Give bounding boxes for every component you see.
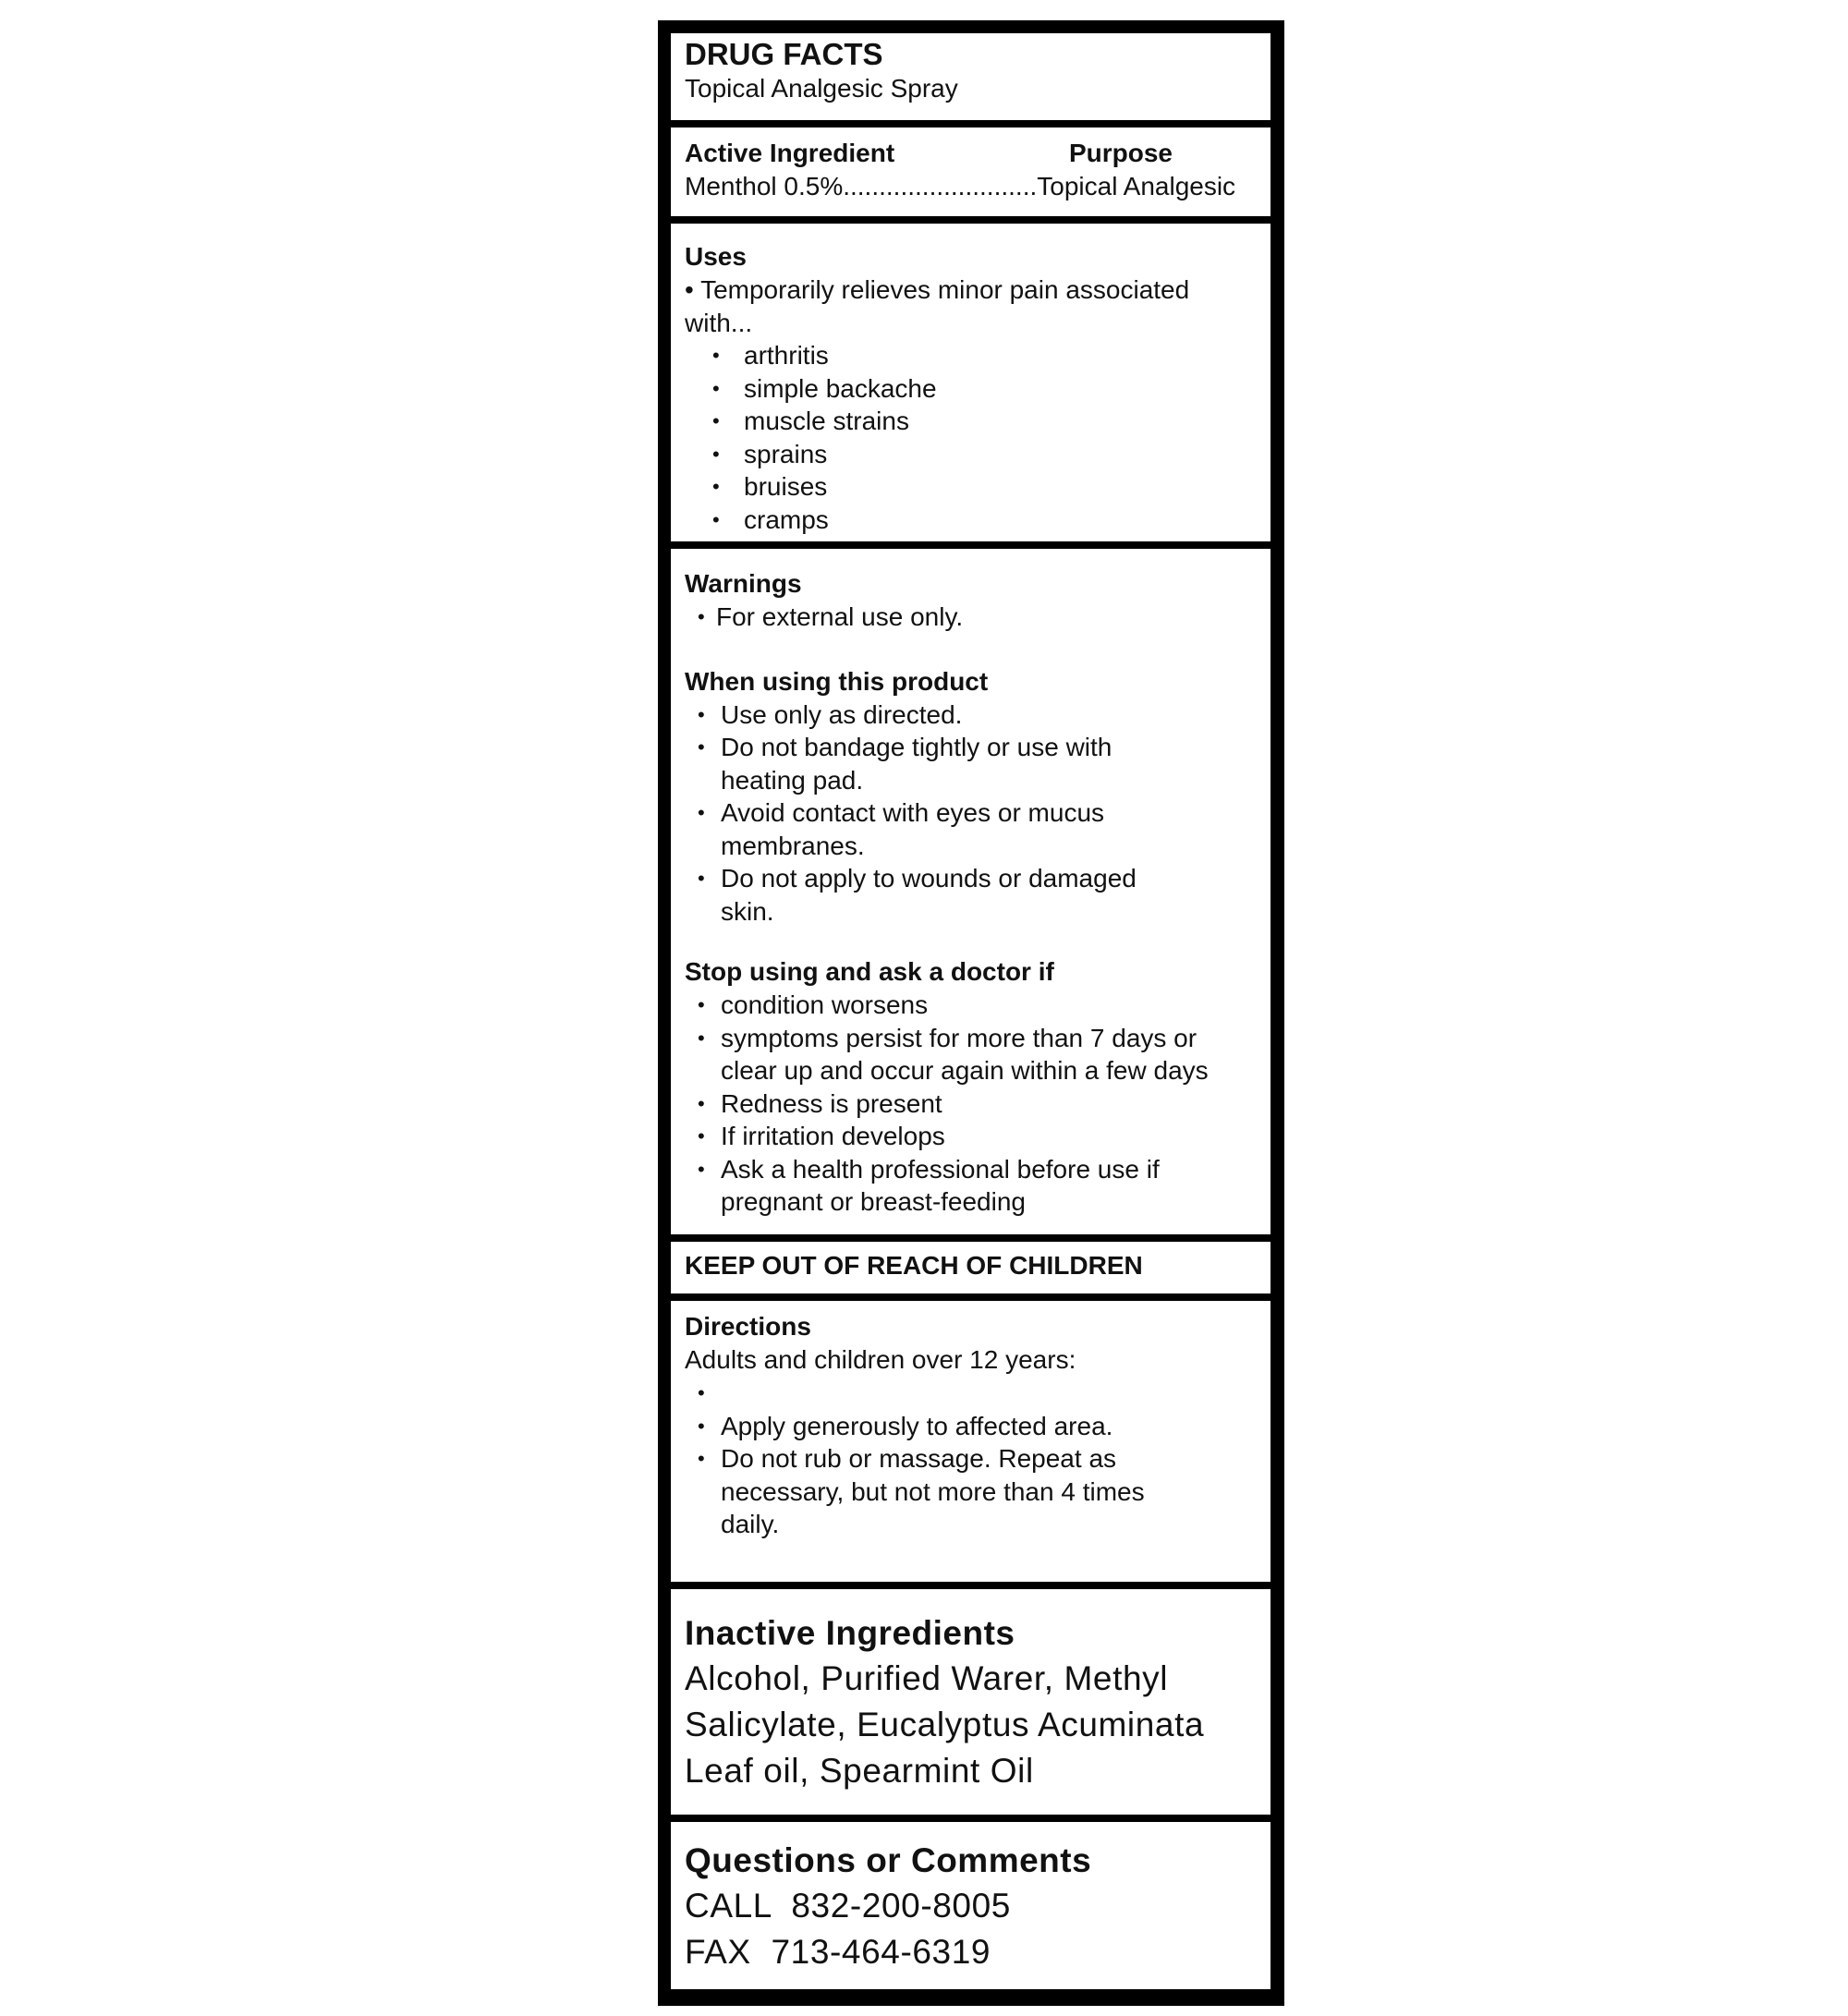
list-item: • bruises [712, 472, 828, 501]
uses-intro: • Temporarily relieves minor pain associated with... [685, 275, 1190, 337]
warnings-section [671, 549, 1270, 1234]
questions-heading: Questions or Comments [685, 1841, 1092, 1879]
keep-out-section [671, 1242, 1270, 1293]
list-item: • cramps [712, 504, 829, 534]
list-item: • For external use only. [698, 602, 964, 631]
list-item: • Do not apply to wounds or damaged skin. [698, 864, 1137, 926]
inactive-ingredients-text: Alcohol, Purified Warer, Methyl Salicylate, Eucalyptus Acuminata Leaf oil, Spearmint Oil [685, 1659, 1205, 1790]
phone-number: CALL 832-200-8005 [685, 1887, 1011, 1925]
fax-number: FAX 713-464-6319 [685, 1933, 991, 1971]
list-item: • simple backache [712, 373, 937, 403]
questions-section [671, 1822, 1270, 1989]
header-section [671, 33, 1270, 120]
uses-section [671, 224, 1270, 541]
list-item: • Use only as directed. [698, 699, 963, 729]
list-item: • muscle strains [712, 407, 909, 435]
when-using-heading: When using this product [685, 666, 989, 696]
product-subtitle: Topical Analgesic Spray [685, 74, 958, 103]
list-item: • arthritis [712, 341, 829, 370]
drug-facts-title: DRUG FACTS [685, 37, 883, 71]
purpose-heading: Purpose [1068, 139, 1173, 167]
directions-section [671, 1301, 1270, 1582]
active-ingredient-heading: Active Ingredient [685, 139, 895, 167]
list-item: • Do not bandage tightly or use with heating pad. [698, 733, 1112, 795]
keep-out-warning: KEEP OUT OF REACH OF CHILDREN [685, 1251, 1143, 1280]
list-item: • If irritation develops [698, 1122, 945, 1150]
list-item: • Redness is present [698, 1088, 942, 1118]
uses-heading: Uses [685, 242, 747, 271]
list-item: • Ask a health professional before use if pregnant or breast-feeding [698, 1154, 1160, 1216]
drug-facts-panel [658, 20, 1284, 2006]
stop-using-heading: Stop using and ask a doctor if [685, 957, 1054, 986]
inactive-ingredients-heading: Inactive Ingredients [685, 1614, 1015, 1652]
active-ingredient-section [671, 128, 1270, 216]
inactive-ingredients-section [671, 1589, 1270, 1815]
list-item: • Do not rub or massage. Repeat as necessary, but not more than 4 times daily. [698, 1444, 1145, 1538]
list-item: • Apply generously to affected area. [698, 1411, 1113, 1440]
directions-intro: Adults and children over 12 years: [685, 1345, 1076, 1374]
list-item: • condition worsens [698, 990, 929, 1019]
active-ingredient-line: Menthol 0.5%...........................Topical Analgesic [685, 172, 1236, 200]
directions-heading: Directions [685, 1312, 811, 1341]
list-item: • Avoid contact with eyes or mucus membranes. [698, 798, 1105, 860]
warnings-heading: Warnings [685, 569, 802, 598]
list-item: • sprains [712, 439, 828, 468]
list-item: • [698, 1380, 705, 1404]
list-item: • symptoms persist for more than 7 days or clear up and occur again within a few days [698, 1023, 1209, 1085]
